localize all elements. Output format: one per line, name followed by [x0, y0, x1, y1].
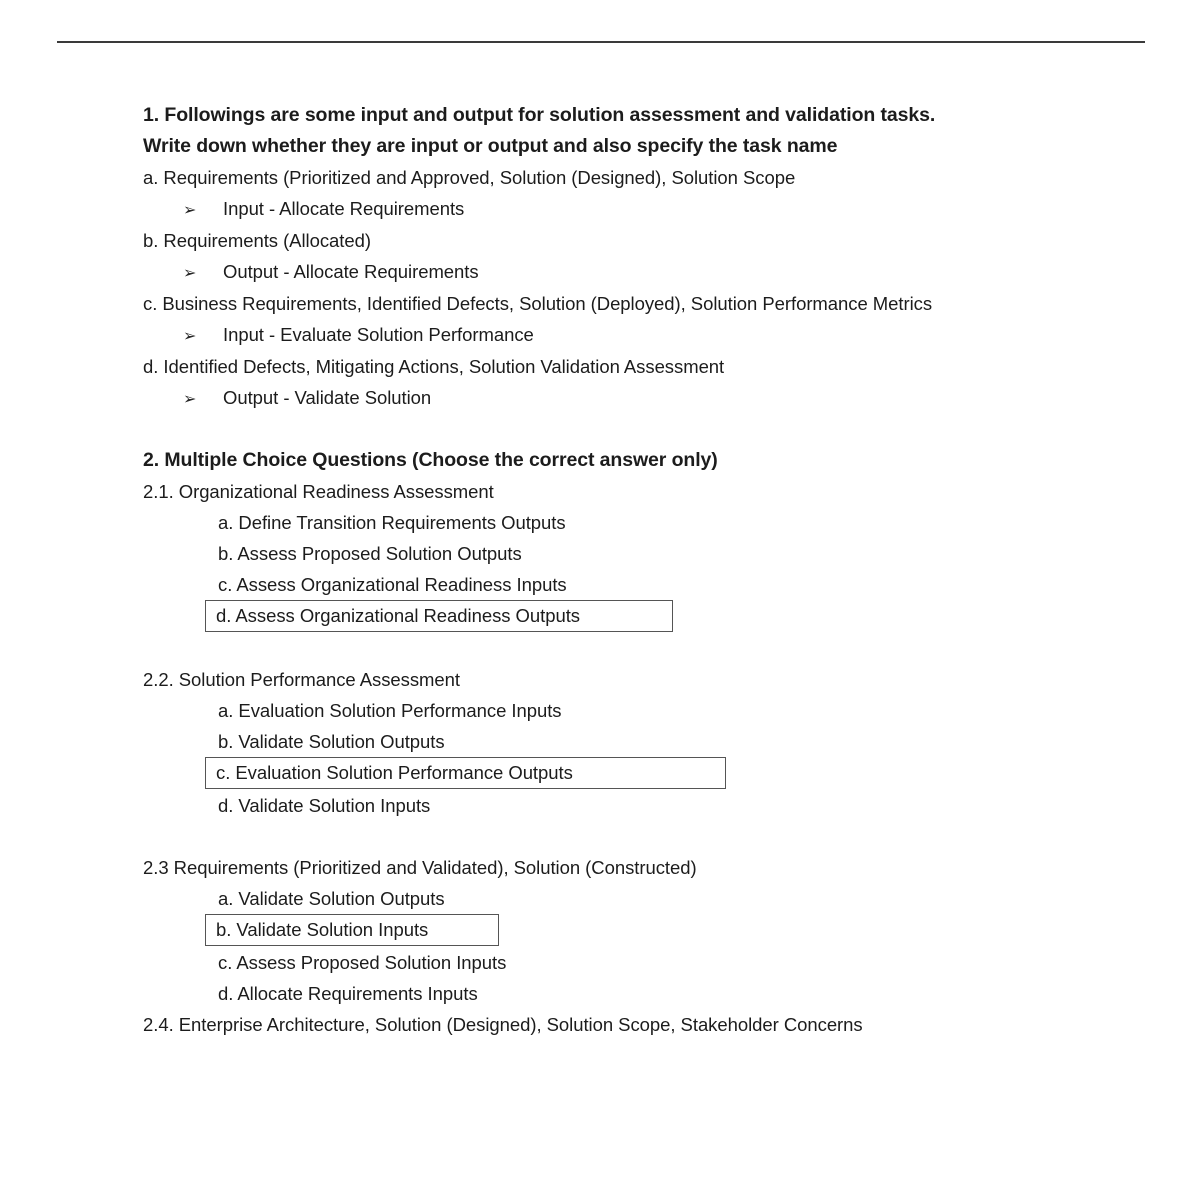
section-1-item-a-answer: Input - Allocate Requirements — [223, 198, 465, 219]
question-2-3-option-c[interactable]: c. Assess Proposed Solution Inputs — [218, 952, 507, 973]
question-2-2-option-a[interactable]: a. Evaluation Solution Performance Inputs — [218, 700, 562, 721]
section-1-item-a-label: a. Requirements (Prioritized and Approved, Solution (Designed), Solution Scope — [143, 167, 796, 188]
arrow-bullet-icon: ➢ — [183, 326, 197, 345]
section-2-heading: 2. Multiple Choice Questions (Choose the correct answer only) — [143, 449, 718, 471]
section-1-item-d-answer-row — [143, 382, 1023, 414]
header-rule-divider — [57, 41, 1145, 43]
question-2-3-option-b-row — [143, 914, 1023, 947]
arrow-bullet-icon: ➢ — [183, 389, 197, 408]
arrow-bullet-icon: ➢ — [183, 200, 197, 219]
question-2-2-option-c-row — [143, 757, 1023, 790]
question-2-1-option-a[interactable]: a. Define Transition Requirements Outputs — [218, 512, 566, 533]
section-1-item-b-label: b. Requirements (Allocated) — [143, 230, 371, 251]
section-1-item-c-answer: Input - Evaluate Solution Performance — [223, 324, 534, 345]
question-2-3-option-d[interactable]: d. Allocate Requirements Inputs — [218, 983, 478, 1004]
section-1-item-c-answer-row — [143, 319, 1023, 351]
section-1-item-d-label: d. Identified Defects, Mitigating Actions, Solution Validation Assessment — [143, 356, 725, 377]
question-2-3-stem: 2.3 Requirements (Prioritized and Validated), Solution (Constructed) — [143, 857, 697, 878]
arrow-bullet-icon: ➢ — [183, 263, 197, 282]
section-spacer — [143, 414, 1023, 445]
question-2-3-option-a[interactable]: a. Validate Solution Outputs — [218, 888, 445, 909]
section-1-heading-line-2: Write down whether they are input or output and also specify the task name — [143, 135, 838, 157]
question-2-2-option-c-selected[interactable]: c. Evaluation Solution Performance Outputs — [205, 757, 726, 789]
question-2-1-option-c[interactable]: c. Assess Organizational Readiness Inputs — [218, 574, 567, 595]
question-2-2-option-b[interactable]: b. Validate Solution Outputs — [218, 731, 445, 752]
question-spacer — [143, 821, 1023, 852]
question-2-1-option-d-selected[interactable]: d. Assess Organizational Readiness Outputs — [205, 600, 673, 632]
question-2-2-option-d[interactable]: d. Validate Solution Inputs — [218, 795, 431, 816]
question-2-2-stem: 2.2. Solution Performance Assessment — [143, 669, 460, 690]
section-1-item-b-answer: Output - Allocate Requirements — [223, 261, 479, 282]
document-content — [143, 100, 1023, 1040]
section-1-item-d-answer: Output - Validate Solution — [223, 387, 432, 408]
section-1-item-c-label: c. Business Requirements, Identified Defects, Solution (Deployed), Solution Performance Metrics — [143, 293, 933, 314]
question-2-3-option-b-selected[interactable]: b. Validate Solution Inputs — [205, 914, 499, 946]
section-1-item-b-answer-row — [143, 256, 1023, 288]
question-2-1-option-d-row — [143, 600, 1023, 633]
question-spacer — [143, 633, 1023, 664]
question-2-1-option-b[interactable]: b. Assess Proposed Solution Outputs — [218, 543, 522, 564]
section-1-heading-line-1: 1. Followings are some input and output for solution assessment and validation tasks. — [143, 104, 936, 126]
question-2-4-stem: 2.4. Enterprise Architecture, Solution (Designed), Solution Scope, Stakeholder Concerns — [143, 1014, 863, 1035]
section-1-item-a-answer-row — [143, 193, 1023, 225]
question-2-1-stem: 2.1. Organizational Readiness Assessment — [143, 481, 494, 502]
